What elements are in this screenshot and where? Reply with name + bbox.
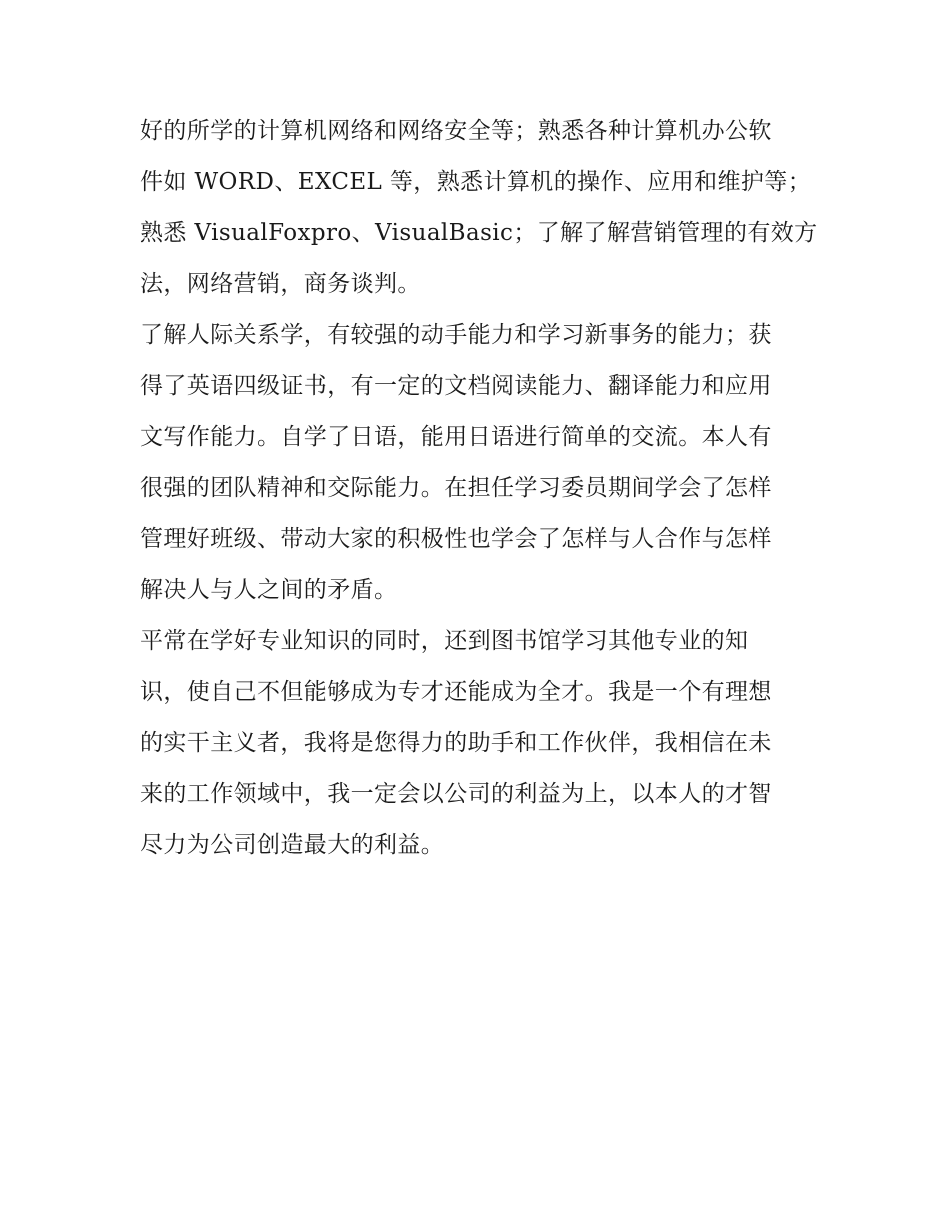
paragraph-abilities <box>140 310 810 616</box>
text-line: 来的工作领域中，我一定会以公司的利益为上，以本人的才智 <box>140 781 772 807</box>
text-line: 好的所学的计算机网络和网络安全等；熟悉各种计算机办公软 <box>140 118 772 144</box>
text-line: 管理好班级、带动大家的积极性也学会了怎样与人合作与怎样 <box>140 526 772 552</box>
document-body <box>140 106 818 871</box>
text-line: 法，网络营销，商务谈判。 <box>140 271 421 297</box>
paragraph-skills <box>140 106 818 310</box>
text-line: 尽力为公司创造最大的利益。 <box>140 832 445 858</box>
text-line: 得了英语四级证书，有一定的文档阅读能力、翻译能力和应用 <box>140 373 772 399</box>
text-line: 件如 WORD、EXCEL 等，熟悉计算机的操作、应用和维护等； <box>140 169 812 195</box>
text-line: 识，使自己不但能够成为专才还能成为全才。我是一个有理想 <box>140 679 772 705</box>
paragraph-summary <box>140 616 810 871</box>
text-line: 很强的团队精神和交际能力。在担任学习委员期间学会了怎样 <box>140 475 772 501</box>
text-line: 熟悉 VisualFoxpro、VisualBasic；了解了解营销管理的有效方 <box>140 220 818 246</box>
text-line: 文写作能力。自学了日语，能用日语进行简单的交流。本人有 <box>140 424 772 450</box>
text-line: 平常在学好专业知识的同时，还到图书馆学习其他专业的知 <box>140 628 749 654</box>
text-line: 了解人际关系学，有较强的动手能力和学习新事务的能力；获 <box>140 322 772 348</box>
text-line: 的实干主义者，我将是您得力的助手和工作伙伴，我相信在未 <box>140 730 772 756</box>
text-line: 解决人与人之间的矛盾。 <box>140 577 398 603</box>
